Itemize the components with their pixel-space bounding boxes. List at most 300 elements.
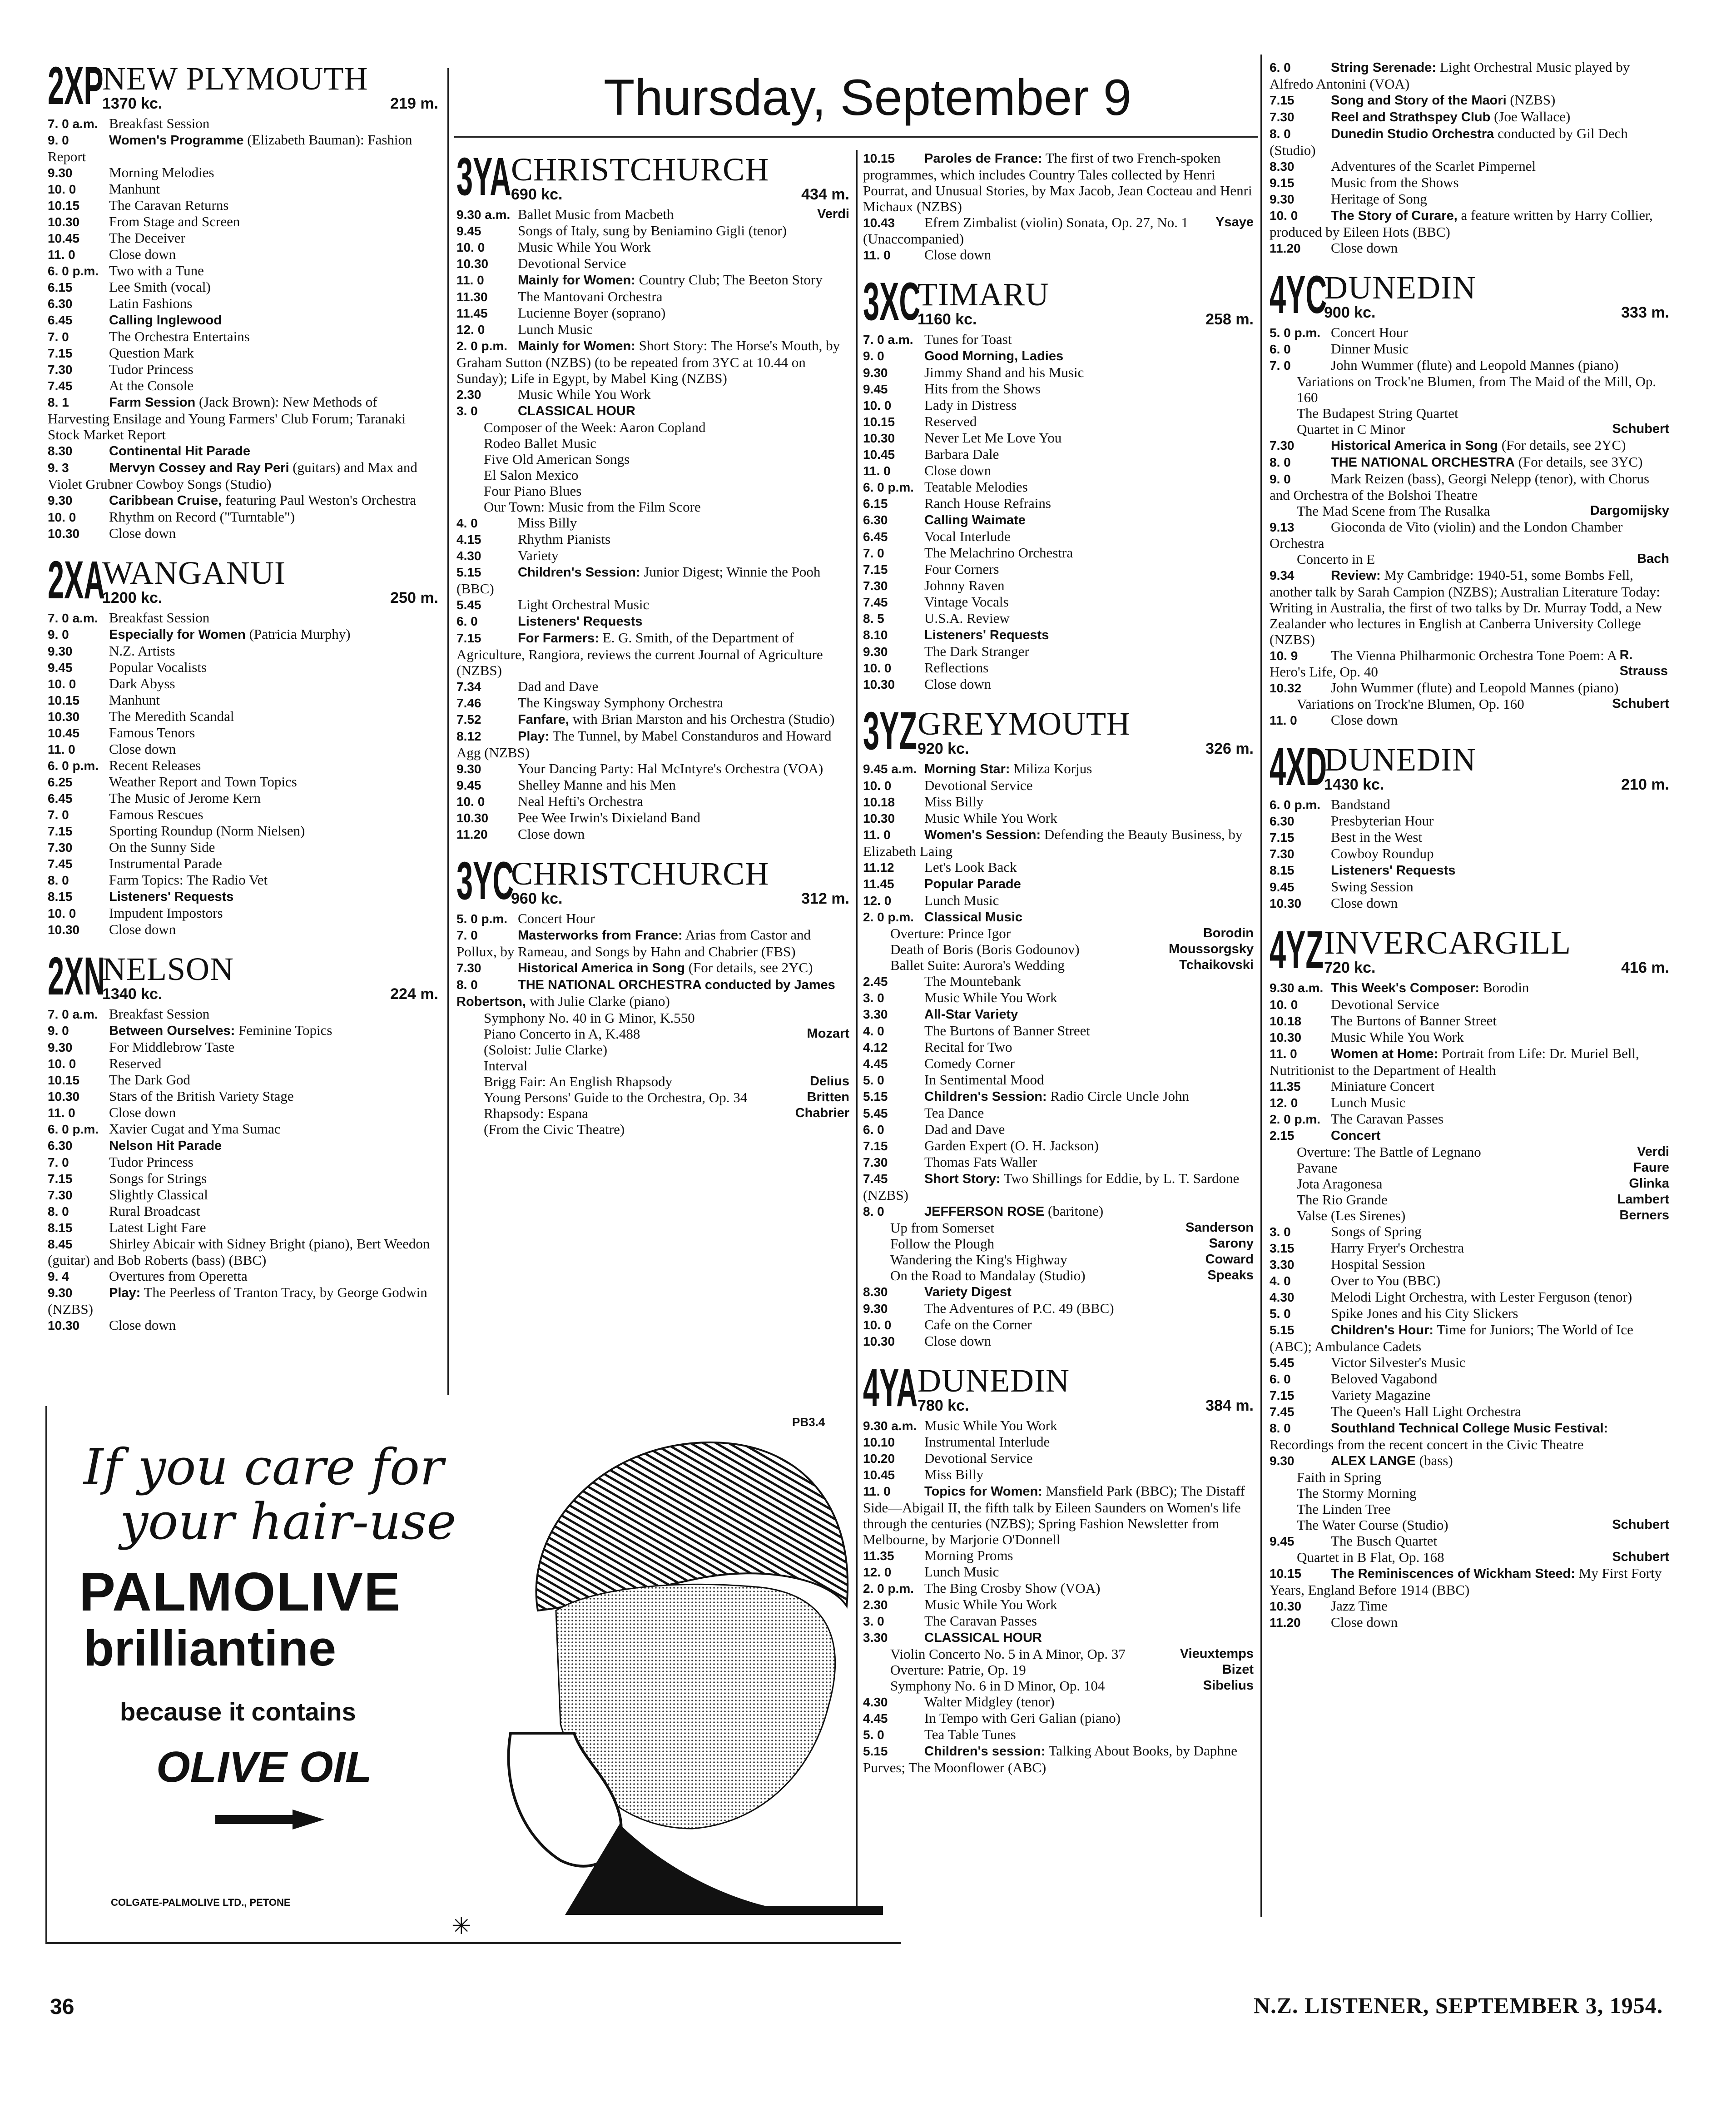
frequency: 690 kc. bbox=[511, 186, 563, 203]
time: 8. 0 bbox=[1270, 1421, 1291, 1435]
call-sign: 4YC bbox=[1270, 265, 1327, 325]
programme-item bbox=[1270, 207, 1669, 240]
programme-text: a feature written by Harry Collier, produced by Eileen Hots (BBC) bbox=[1270, 207, 1657, 240]
programme-heading: Variety Digest bbox=[924, 1285, 1012, 1299]
programme-item bbox=[456, 386, 849, 403]
wavelength: 219 m. bbox=[390, 95, 438, 112]
programme-item bbox=[863, 1564, 1254, 1580]
programme-text: Concert Hour bbox=[1331, 324, 1408, 340]
programme-item bbox=[863, 875, 1254, 892]
time: 6. 0 p.m. bbox=[863, 480, 914, 494]
programme-item bbox=[863, 1154, 1254, 1170]
programme-text: Comedy Corner bbox=[924, 1055, 1015, 1071]
time: 11. 0 bbox=[456, 273, 484, 287]
programme-item bbox=[48, 509, 438, 525]
programme-heading: Concert bbox=[1331, 1129, 1381, 1143]
station-3yc bbox=[456, 851, 849, 1137]
composer: Ysaye bbox=[1215, 215, 1254, 229]
programme-heading: This Week's Composer: bbox=[1331, 981, 1480, 995]
programme-item bbox=[1270, 1045, 1669, 1078]
programme-main bbox=[1297, 1144, 1481, 1160]
programme-item bbox=[863, 1613, 1254, 1629]
programme-text: Close down bbox=[109, 921, 176, 937]
time: 10.45 bbox=[863, 447, 895, 462]
frequency-row bbox=[1324, 959, 1669, 977]
time: 10. 0 bbox=[48, 182, 76, 196]
programme-item bbox=[863, 446, 1254, 462]
programme-text: (For details, see 2YC) bbox=[688, 960, 813, 975]
ad-ingredient: OLIVE OIL bbox=[156, 1743, 372, 1791]
programme-item bbox=[863, 1023, 1254, 1039]
station-2xn bbox=[48, 946, 438, 1333]
time: 10.10 bbox=[863, 1435, 895, 1449]
time: 5. 0 bbox=[863, 1728, 884, 1742]
time: 9.45 bbox=[1270, 880, 1295, 894]
time: 10. 0 bbox=[48, 1057, 76, 1071]
programme-text: Recent Releases bbox=[109, 757, 201, 773]
programme-item bbox=[863, 1039, 1254, 1055]
city-name: WANGANUI bbox=[102, 555, 286, 591]
programme-text: Tunes for Toast bbox=[924, 331, 1012, 347]
programme-item bbox=[456, 419, 849, 435]
programme-item bbox=[48, 279, 438, 295]
programme-text: Death of Boris (Boris Godounov) bbox=[890, 941, 1080, 957]
programme-item bbox=[48, 872, 438, 888]
time: 10. 0 bbox=[863, 661, 892, 675]
time: 10.15 bbox=[1270, 1566, 1302, 1581]
programme-text: Music While You Work bbox=[924, 989, 1057, 1005]
time: 7.45 bbox=[863, 1172, 888, 1186]
programme-item bbox=[456, 695, 849, 711]
station-info bbox=[102, 953, 438, 1003]
station-info bbox=[918, 278, 1254, 328]
time: 10.30 bbox=[863, 811, 895, 825]
programme-item bbox=[456, 678, 849, 695]
station-4yz bbox=[1270, 920, 1669, 1631]
time: 7.30 bbox=[1270, 847, 1295, 861]
time: 8. 0 bbox=[1270, 127, 1291, 141]
programme-item bbox=[1270, 191, 1669, 207]
programme-item bbox=[1270, 1387, 1669, 1403]
time: 10.45 bbox=[48, 231, 80, 245]
programme-main bbox=[890, 1678, 1105, 1694]
programme-item bbox=[456, 223, 849, 239]
programme-text: Best in the West bbox=[1331, 829, 1423, 845]
time: 9. 0 bbox=[48, 133, 69, 147]
programme-heading: Farm Session bbox=[109, 395, 196, 410]
time: 8. 0 bbox=[48, 1204, 69, 1218]
programme-item bbox=[48, 806, 438, 823]
programme-text: (Patricia Murphy) bbox=[249, 626, 351, 642]
programme-text: Talking About Books, by Daphne Purves; The Moonflower (ABC) bbox=[863, 1743, 1241, 1775]
programme-item bbox=[1270, 174, 1669, 191]
programme-text: The Peerless of Tranton Tracy, by George Godwin (NZBS) bbox=[48, 1284, 431, 1317]
programme-text: Defending the Beauty Business, by Elizabeth Laing bbox=[863, 826, 1246, 859]
programme-text: Variations on Trock'ne Blumen, Op. 160 bbox=[1297, 696, 1524, 712]
programme-text: Dark Abyss bbox=[109, 676, 175, 691]
programme-text: Breakfast Session bbox=[109, 115, 210, 131]
programme-item bbox=[48, 725, 438, 741]
programme-text: Ballet Music from Macbeth bbox=[518, 206, 674, 222]
programme-text: Rhythm on Record ("Turntable") bbox=[109, 509, 295, 525]
programme-text: Spike Jones and his City Slickers bbox=[1331, 1305, 1518, 1321]
frequency: 900 kc. bbox=[1324, 304, 1376, 321]
city-name: GREYMOUTH bbox=[918, 706, 1131, 742]
programme-item bbox=[863, 1710, 1254, 1726]
time: 12. 0 bbox=[1270, 1096, 1298, 1110]
programme-text: Light Orchestral Music bbox=[518, 597, 650, 612]
programme-text: featuring Paul Weston's Orchestra bbox=[225, 492, 416, 508]
programme-item bbox=[48, 921, 438, 938]
programme-item bbox=[1270, 1501, 1669, 1517]
programme-item bbox=[48, 214, 438, 230]
programme-item bbox=[863, 1580, 1254, 1596]
programme-text: (From the Civic Theatre) bbox=[484, 1121, 625, 1137]
programme-heading: Dunedin Studio Orchestra bbox=[1331, 127, 1494, 141]
programme-text: The Dark God bbox=[109, 1072, 191, 1088]
programme-item bbox=[48, 1104, 438, 1121]
programme-item bbox=[863, 660, 1254, 676]
programme-column-2 bbox=[456, 147, 849, 1149]
time: 9. 3 bbox=[48, 461, 69, 475]
programme-main bbox=[1297, 1517, 1448, 1533]
ad-company: COLGATE-PALMOLIVE LTD., PETONE bbox=[111, 1897, 291, 1908]
programme-main bbox=[890, 925, 1011, 941]
programme-text: Songs for Strings bbox=[109, 1170, 207, 1186]
programme-heading: Children's Hour: bbox=[1331, 1323, 1434, 1337]
composer: Speaks bbox=[1207, 1268, 1254, 1283]
programme-text: Lucienne Boyer (soprano) bbox=[518, 305, 666, 321]
time: 7.30 bbox=[1270, 110, 1295, 124]
time: 9.30 bbox=[456, 762, 481, 776]
station-header bbox=[1270, 737, 1669, 797]
station-continuation bbox=[863, 150, 1254, 263]
programme-column-3 bbox=[863, 150, 1254, 1787]
programme-text: Over to You (BBC) bbox=[1331, 1273, 1441, 1288]
time: 10. 0 bbox=[1270, 998, 1298, 1012]
frequency: 1430 kc. bbox=[1324, 776, 1384, 793]
time: 9.45 bbox=[48, 661, 73, 675]
time: 11. 0 bbox=[863, 248, 891, 262]
frequency-row bbox=[511, 186, 849, 204]
programme-text: Recital for Two bbox=[924, 1039, 1012, 1055]
station-header bbox=[48, 56, 438, 116]
time: 7.30 bbox=[863, 1155, 888, 1169]
programme-item bbox=[48, 626, 438, 643]
asterisk-mark: ✳ bbox=[451, 1914, 471, 1939]
programme-item bbox=[1270, 1256, 1669, 1273]
city-name: DUNEDIN bbox=[1324, 269, 1476, 306]
programme-text: Harry Fryer's Orchestra bbox=[1331, 1240, 1464, 1256]
programme-text: Cafe on the Corner bbox=[924, 1317, 1032, 1332]
programme-text: Lunch Music bbox=[518, 321, 593, 337]
palmolive-advertisement bbox=[45, 1406, 901, 1944]
programme-text: (Joe Wallace) bbox=[1494, 109, 1571, 124]
programme-item bbox=[1270, 1305, 1669, 1322]
programme-text: Walter Midgley (tenor) bbox=[924, 1694, 1055, 1710]
time: 6.30 bbox=[48, 297, 73, 311]
programme-heading: Children's Session: bbox=[518, 565, 640, 580]
programme-item bbox=[1270, 1223, 1669, 1240]
composer: Verdi bbox=[817, 207, 849, 221]
frequency: 780 kc. bbox=[918, 1397, 969, 1414]
programme-text: Manhunt bbox=[109, 181, 160, 197]
time: 4.30 bbox=[1270, 1290, 1295, 1304]
programme-item bbox=[1270, 503, 1669, 519]
time: 7.30 bbox=[1270, 438, 1295, 452]
programme-text: For Middlebrow Taste bbox=[109, 1039, 235, 1055]
programme-text: Overtures from Operetta bbox=[109, 1268, 248, 1284]
programme-text: Neal Hefti's Orchestra bbox=[518, 793, 643, 809]
programme-heading: Mainly for Women: bbox=[518, 339, 635, 353]
time: 9.30 bbox=[863, 366, 888, 380]
programme-item bbox=[456, 564, 849, 597]
time: 3. 0 bbox=[863, 991, 884, 1005]
time: 10.30 bbox=[456, 257, 489, 271]
programme-text: The Mountebank bbox=[924, 973, 1021, 989]
programme-heading: Topics for Women: bbox=[924, 1484, 1042, 1499]
time: 10.30 bbox=[48, 1089, 80, 1104]
programme-text: On the Road to Mandalay (Studio) bbox=[890, 1268, 1086, 1283]
time: 10.15 bbox=[863, 151, 895, 165]
programme-text: Variety Magazine bbox=[1331, 1387, 1431, 1403]
programme-item bbox=[1270, 1565, 1669, 1598]
time: 7.45 bbox=[48, 379, 73, 393]
time: 9.45 bbox=[456, 778, 481, 792]
time: 8.10 bbox=[863, 628, 888, 642]
call-sign: 4YA bbox=[863, 1358, 918, 1418]
programme-item bbox=[1270, 1469, 1669, 1485]
programme-item bbox=[456, 531, 849, 547]
time: 6.45 bbox=[48, 791, 73, 805]
time: 2. 0 p.m. bbox=[1270, 1112, 1321, 1126]
programme-item bbox=[456, 547, 849, 564]
time: 7. 0 bbox=[863, 546, 884, 560]
programme-item bbox=[863, 1283, 1254, 1300]
time: 9.30 bbox=[48, 1286, 73, 1300]
station-2xp bbox=[48, 56, 438, 542]
programme-heading: Listeners' Requests bbox=[109, 890, 234, 904]
call-sign: 2XN bbox=[48, 946, 105, 1006]
time: 9. 4 bbox=[48, 1269, 69, 1283]
wavelength: 416 m. bbox=[1621, 959, 1669, 976]
programme-text: Follow the Plough bbox=[890, 1236, 995, 1252]
programme-main bbox=[890, 1646, 1126, 1662]
programme-item bbox=[863, 643, 1254, 660]
programme-heading: Calling Inglewood bbox=[109, 313, 222, 328]
time: 10.15 bbox=[48, 693, 80, 707]
programme-item bbox=[1270, 829, 1669, 845]
programme-text: John Wummer (flute) and Leopold Mannes (piano) bbox=[1331, 680, 1619, 696]
time: 7.15 bbox=[48, 346, 73, 360]
programme-text: Ballet Suite: Aurora's Wedding bbox=[890, 957, 1065, 973]
time: 9.30 a.m. bbox=[863, 1419, 917, 1433]
programme-text: Vintage Vocals bbox=[924, 594, 1009, 610]
programme-heading: Morning Star: bbox=[924, 762, 1010, 776]
programme-item bbox=[48, 1154, 438, 1170]
programme-text: Question Mark bbox=[109, 345, 194, 361]
programme-item bbox=[1270, 1094, 1669, 1111]
programme-text: (Jack Brown): New Methods of Harvesting Ensilage and Young Farmers' Club Forum; Taranaki Stock Market Report bbox=[48, 394, 409, 442]
programme-heading: Paroles de France: bbox=[924, 151, 1042, 166]
time: 10.30 bbox=[48, 1318, 80, 1332]
programme-text: Heritage of Song bbox=[1331, 191, 1427, 207]
time: 9.13 bbox=[1270, 520, 1295, 534]
programme-item bbox=[863, 150, 1254, 214]
programme-item bbox=[1270, 240, 1669, 256]
composer: Schubert bbox=[1612, 696, 1669, 711]
programme-text: Junior Digest; Winnie the Pooh (BBC) bbox=[456, 564, 824, 597]
programme-item bbox=[863, 1300, 1254, 1317]
programme-heading: Women's Session: bbox=[924, 828, 1041, 842]
time: 5.15 bbox=[1270, 1323, 1295, 1337]
programme-text: Close down bbox=[109, 1317, 176, 1333]
programme-text: The Rio Grande bbox=[1297, 1192, 1388, 1208]
programme-item bbox=[1270, 1208, 1669, 1223]
time: 10. 0 bbox=[863, 1318, 892, 1332]
ad-product: brilliantine bbox=[84, 1621, 337, 1676]
time: 10. 0 bbox=[48, 677, 76, 691]
programme-item bbox=[456, 910, 849, 927]
programme-item bbox=[1270, 1354, 1669, 1371]
programme-item bbox=[863, 462, 1254, 479]
programme-text: Popular Vocalists bbox=[109, 659, 207, 675]
time: 10.30 bbox=[1270, 1030, 1302, 1044]
programme-heading: Women's Programme bbox=[109, 133, 244, 148]
programme-item bbox=[1270, 712, 1669, 728]
programme-heading: The Story of Curare, bbox=[1331, 209, 1458, 223]
time: 10. 9 bbox=[1270, 649, 1298, 663]
time: 2.45 bbox=[863, 974, 888, 989]
programme-text: Devotional Service bbox=[518, 255, 626, 271]
composer: Schubert bbox=[1612, 1517, 1669, 1532]
composer: R. Strauss bbox=[1619, 648, 1668, 678]
programme-text: Instrumental Parade bbox=[109, 855, 222, 871]
programme-item bbox=[863, 761, 1254, 777]
time: 11.45 bbox=[456, 306, 488, 320]
programme-text: Slightly Classical bbox=[109, 1187, 208, 1203]
composer: Schubert bbox=[1612, 422, 1669, 436]
programme-text: Overture: Patrie, Op. 19 bbox=[890, 1662, 1026, 1678]
time: 2.30 bbox=[456, 388, 481, 402]
time: 3.30 bbox=[1270, 1258, 1295, 1272]
programme-item bbox=[1270, 373, 1669, 405]
time: 8. 0 bbox=[863, 1204, 884, 1218]
programme-text: The Meredith Scandal bbox=[109, 708, 234, 724]
programme-text: Composer of the Week: Aaron Copland bbox=[484, 419, 706, 435]
programme-text: Four Piano Blues bbox=[484, 483, 582, 499]
programme-text: Adventures of the Scarlet Pimpernel bbox=[1331, 158, 1536, 174]
time: 7.45 bbox=[48, 857, 73, 871]
programme-text: The Deceiver bbox=[109, 230, 185, 246]
frequency: 1370 kc. bbox=[102, 95, 163, 112]
programme-item bbox=[1270, 1549, 1669, 1565]
header-rule bbox=[454, 136, 1258, 138]
time: 7. 0 bbox=[48, 330, 69, 344]
programme-item bbox=[863, 626, 1254, 643]
programme-text: Xavier Cugat and Yma Sumac bbox=[109, 1121, 281, 1137]
programme-item bbox=[456, 206, 849, 223]
programme-text: Close down bbox=[109, 741, 176, 757]
ad-brand: PALMOLIVE bbox=[79, 1561, 402, 1622]
time: 7. 0 bbox=[48, 1155, 69, 1169]
programme-main bbox=[1297, 503, 1490, 519]
time: 9.30 bbox=[1270, 192, 1295, 206]
programme-text: Presbyterian Hour bbox=[1331, 813, 1434, 829]
programme-item bbox=[48, 1039, 438, 1055]
programme-item bbox=[48, 263, 438, 279]
programme-item bbox=[1270, 551, 1669, 567]
programme-text: The Adventures of P.C. 49 (BBC) bbox=[924, 1300, 1114, 1316]
programme-item bbox=[48, 394, 438, 442]
programme-item bbox=[863, 794, 1254, 810]
programme-item bbox=[863, 676, 1254, 692]
programme-item bbox=[48, 1203, 438, 1219]
programme-text: Miliza Korjus bbox=[1013, 761, 1092, 776]
programme-main bbox=[484, 1026, 640, 1042]
city-name: DUNEDIN bbox=[918, 1362, 1070, 1399]
programme-main bbox=[484, 1105, 588, 1121]
programme-text: The Melachrino Orchestra bbox=[924, 545, 1073, 561]
programme-text: Faith in Spring bbox=[1297, 1469, 1382, 1485]
programme-heading: THE NATIONAL ORCHESTRA conducted by James Robertson, bbox=[456, 978, 839, 1009]
programme-text: Brigg Fair: An English Rhapsody bbox=[484, 1074, 673, 1089]
station-3ya bbox=[456, 147, 849, 842]
time: 8. 0 bbox=[48, 873, 69, 887]
programme-text: E. G. Smith, of the Department of Agriculture, Rangiora, reviews the current Journal of Agriculture (NZBS) bbox=[456, 630, 827, 678]
time: 10.32 bbox=[1270, 681, 1302, 695]
programme-item bbox=[1270, 125, 1669, 158]
programme-text: Country Club; The Beeton Story bbox=[639, 272, 823, 288]
programme-item bbox=[863, 214, 1254, 247]
programme-item bbox=[1270, 1533, 1669, 1549]
programme-item bbox=[863, 1678, 1254, 1694]
time: 10.30 bbox=[48, 215, 80, 229]
programme-text: Jazz Time bbox=[1331, 1598, 1388, 1614]
station-2xa bbox=[48, 550, 438, 938]
programme-main bbox=[1297, 1192, 1388, 1208]
time: 7.45 bbox=[1270, 1405, 1295, 1419]
programme-text: The Dark Stranger bbox=[924, 643, 1029, 659]
time: 10.45 bbox=[863, 1468, 895, 1482]
programme-text: The Budapest String Quartet bbox=[1297, 405, 1458, 421]
programme-main bbox=[863, 214, 1215, 247]
city-name: CHRISTCHURCH bbox=[511, 151, 769, 188]
programme-text: Recordings from the recent concert in the Civic Theatre bbox=[1270, 1437, 1584, 1452]
programme-text: Barbara Dale bbox=[924, 446, 999, 462]
programme-text: Breakfast Session bbox=[109, 1006, 210, 1022]
time: 2. 0 p.m. bbox=[456, 339, 508, 353]
time: 7. 0 bbox=[48, 808, 69, 822]
programme-heading: String Serenade: bbox=[1331, 60, 1437, 75]
time: 10.30 bbox=[1270, 1599, 1302, 1613]
composer: Glinka bbox=[1629, 1176, 1669, 1191]
programme-item bbox=[48, 492, 438, 509]
programme-item bbox=[1270, 1289, 1669, 1305]
station-info bbox=[1324, 743, 1669, 794]
time: 7.45 bbox=[863, 595, 888, 609]
call-sign: 3XC bbox=[863, 272, 921, 332]
time: 11. 0 bbox=[863, 828, 891, 842]
programme-item bbox=[48, 823, 438, 839]
city-name: NELSON bbox=[102, 951, 234, 987]
wavelength: 210 m. bbox=[1621, 776, 1669, 793]
programme-heading: Reel and Strathspey Club bbox=[1331, 110, 1491, 124]
programme-heading: CLASSICAL HOUR bbox=[518, 404, 635, 418]
call-sign: 3YC bbox=[456, 851, 514, 911]
time: 7. 0 bbox=[456, 928, 478, 942]
programme-item bbox=[456, 597, 849, 613]
